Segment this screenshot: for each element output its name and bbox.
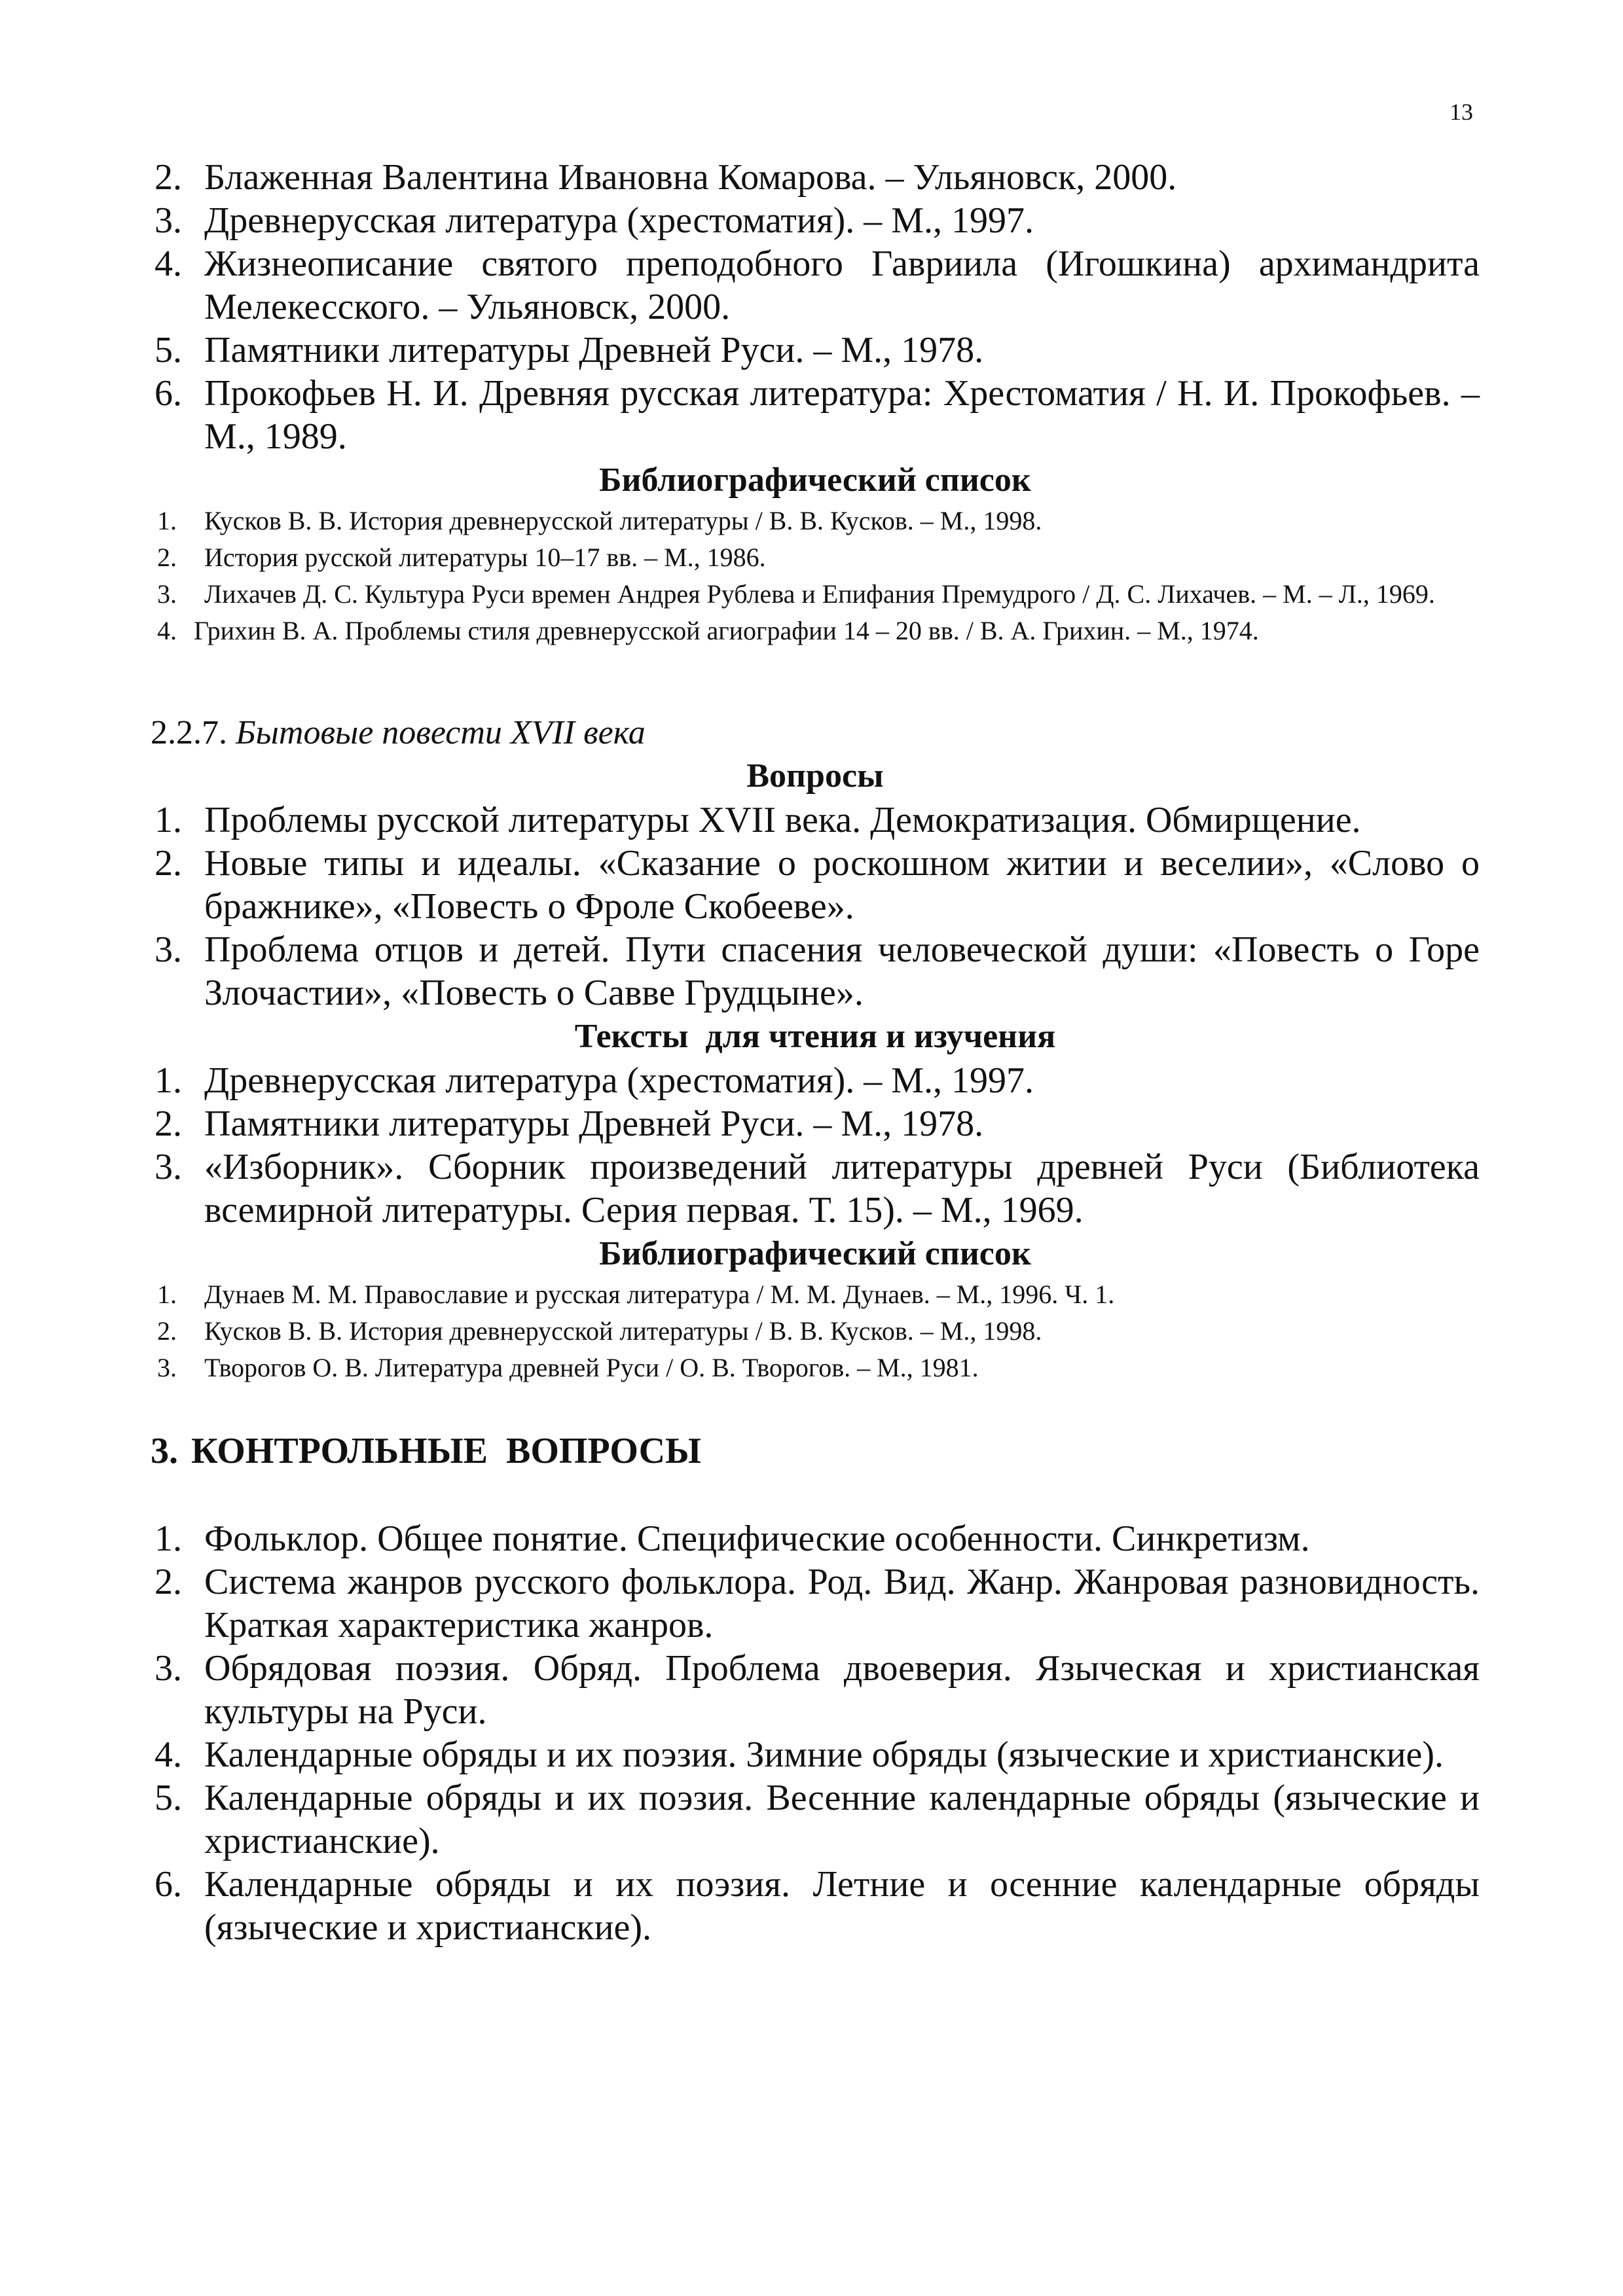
item-number: 3. [157,579,177,609]
bibliography-item [151,1276,1480,1313]
item-number: 4. [157,616,177,645]
list-item [151,1517,1480,1560]
list-item [151,1776,1480,1863]
list-item [151,928,1480,1014]
list-item [151,329,1480,372]
item-number: 6. [155,373,182,414]
list-item [151,156,1480,199]
bibliography-item [151,613,1480,649]
item-number: 6. [155,1864,182,1905]
list-item [151,199,1480,242]
list-item [151,1059,1480,1102]
list-item [151,842,1480,928]
item-text: Фольклор. Общее понятие. Специфические особенности. Синкретизм. [204,1518,1310,1559]
item-text: История русской литературы 10–17 вв. – М., 1986. [204,543,766,572]
item-number: 3. [155,1648,182,1689]
item-text: Памятники литературы Древней Руси. – М., 1978. [204,1103,984,1144]
item-text: Древнерусская литература (хрестоматия). – М., 1997. [204,1060,1034,1101]
item-number: 1. [155,1518,182,1559]
bibliography-item [151,576,1480,613]
item-number: 3. [157,1353,177,1382]
list-item [151,1102,1480,1145]
item-number: 3. [155,200,182,241]
item-text: Проблемы русской литературы XVII века. Демократизация. Обмирщение. [204,800,1361,840]
item-text: Календарные обряды и их поэзия. Зимние обряды (языческие и христианские). [204,1734,1444,1775]
item-text: Дунаев М. М. Православие и русская литература / М. М. Дунаев. – М., 1996. Ч. 1. [204,1280,1115,1309]
item-number: 2. [157,543,177,572]
subsection-number: 2.2.7. [151,714,227,751]
list-item [151,1863,1480,1949]
item-number: 1. [157,506,177,535]
list-item [151,242,1480,329]
item-number: 1. [155,1060,182,1101]
item-number: 1. [155,800,182,840]
section-number: 3. [151,1431,178,1471]
item-number: 2. [155,843,182,884]
item-text: Грихин В. А. Проблемы стиля древнерусской агиографии 14 – 20 вв. / В. А. Грихин. – М., 1974. [194,616,1259,645]
bibliography-heading: Библиографический список [599,461,1031,499]
item-text: Новые типы и идеалы. «Сказание о роскошном житии и веселии», «Слово о бражнике», «Повесть о Фроле Скобееве». [204,843,1480,927]
bibliography-item [151,1313,1480,1350]
item-text: Кусков В. В. История древнерусской литературы / В. В. Кусков. – М., 1998. [204,506,1042,535]
bibliography-item [151,539,1480,576]
item-text: Проблема отцов и детей. Пути спасения человеческой души: «Повесть о Горе Злочастии», «Повесть о Савве Грудцыне». [204,929,1480,1013]
questions-list [151,798,1480,1014]
item-number: 2. [155,157,182,198]
item-text: Древнерусская литература (хрестоматия). – М., 1997. [204,200,1034,241]
page-content [151,156,1480,1949]
item-text: Памятники литературы Древней Руси. – М., 1978. [204,330,984,370]
item-number: 2. [155,1562,182,1602]
bibliography-item [151,503,1480,539]
texts-heading: Тексты для чтения и изучения [574,1018,1056,1055]
list-item [151,798,1480,842]
item-text: Блаженная Валентина Ивановна Комарова. – Ульяновск, 2000. [204,157,1177,198]
list-item [151,1145,1480,1232]
item-number: 5. [155,1778,182,1818]
item-number: 3. [155,1147,182,1187]
list-item [151,1733,1480,1776]
list-item [151,1647,1480,1733]
item-text: Обрядовая поэзия. Обряд. Проблема двоеверия. Языческая и христианская культуры на Руси. [204,1648,1480,1732]
bibliography-list [151,503,1480,649]
item-text: Лихачев Д. С. Культура Руси времен Андрея Рублева и Епифания Премудрого / Д. С. Лихачев. – М. – Л., 1969. [204,579,1435,609]
page-number: 13 [1450,99,1473,125]
control-questions-list [151,1517,1480,1949]
item-number: 5. [155,330,182,370]
bibliography-item [151,1350,1480,1386]
section-title: КОНТРОЛЬНЫЕ ВОПРОСЫ [191,1431,701,1471]
item-text: Система жанров русского фольклора. Род. Вид. Жанр. Жанровая разновидность. Краткая характеристика жанров. [204,1562,1480,1645]
item-number: 1. [157,1280,177,1309]
section-heading [151,1428,1480,1474]
item-text: Жизнеописание святого преподобного Гавриила (Игошкина) архимандрита Мелекесского. – Ульяновск, 2000. [204,243,1480,327]
item-text: Творогов О. В. Литература древней Руси / О. В. Творогов. – М., 1981. [204,1353,979,1382]
item-text: Календарные обряды и их поэзия. Весенние календарные обряды (языческие и христианские). [204,1778,1480,1861]
item-text: Прокофьев Н. И. Древняя русская литература: Хрестоматия / Н. И. Прокофьев. – М., 1989. [204,373,1480,457]
item-text: Календарные обряды и их поэзия. Летние и осенние календарные обряды (языческие и христианские). [204,1864,1480,1948]
item-number: 4. [155,1734,182,1775]
questions-heading: Вопросы [746,757,884,795]
list-item [151,1560,1480,1647]
texts-list [151,1059,1480,1232]
item-number: 2. [157,1316,177,1346]
subsection-heading [151,712,1480,754]
bibliography-heading: Библиографический список [599,1235,1031,1272]
reading-list-continued [151,156,1480,458]
item-text: «Изборник». Сборник произведений литературы древней Руси (Библиотека всемирной литературы. Серия первая. Т. 15). – М., 1969. [204,1147,1480,1230]
list-item [151,372,1480,458]
item-number: 3. [155,929,182,970]
item-number: 4. [155,243,182,284]
item-text: Кусков В. В. История древнерусской литературы / В. В. Кусков. – М., 1998. [204,1316,1042,1346]
item-number: 2. [155,1103,182,1144]
bibliography-list [151,1276,1480,1386]
subsection-title: Бытовые повести XVII века [236,714,646,751]
